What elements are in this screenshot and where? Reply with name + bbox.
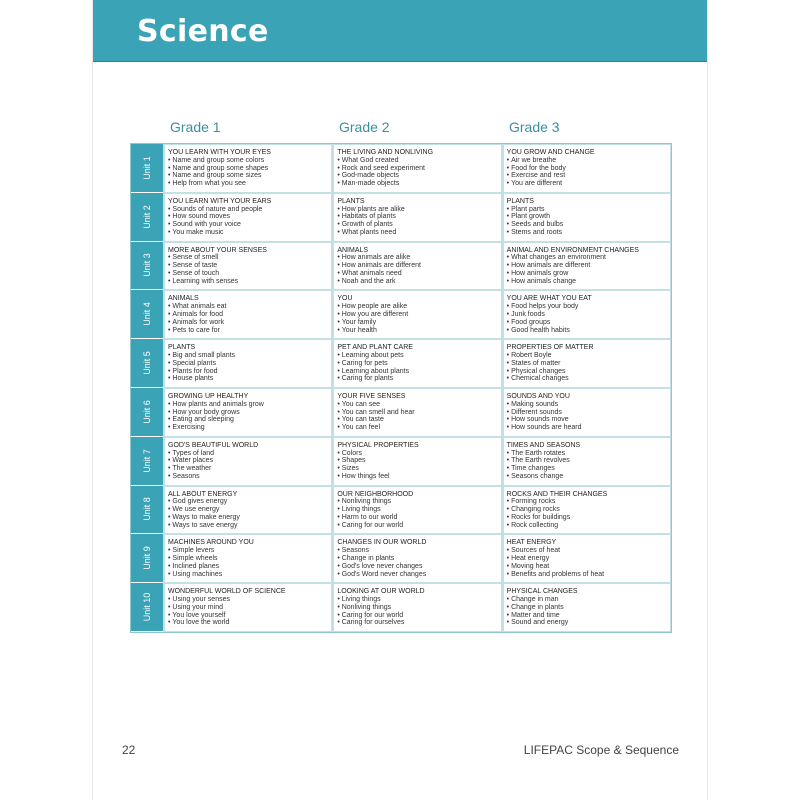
topic-item: • Ways to make energy [168, 514, 328, 522]
lesson-cell [504, 291, 670, 338]
topic-item: • Plants for food [168, 368, 328, 376]
unit-topic-title: OUR NEIGHBORHOOD [337, 490, 414, 498]
lesson-cell [334, 194, 500, 241]
unit-topic-title: PLANTS [168, 344, 196, 352]
lesson-cell [504, 194, 670, 241]
unit-label: Unit 2 [142, 204, 152, 229]
unit-topic-title: TIMES AND SEASONS [506, 441, 581, 449]
unit-topic-title: SOUNDS AND YOU [506, 392, 570, 400]
topic-item: • How things feel [337, 473, 497, 481]
lesson-cell [504, 535, 670, 582]
topic-item: • Shapes [337, 457, 497, 465]
topic-item: • Special plants [168, 360, 328, 368]
topic-item: • Caring for ourselves [337, 619, 497, 627]
topic-item: • Simple wheels [168, 555, 328, 563]
topic-item: • Benefits and problems of heat [507, 571, 667, 579]
unit-topic-title: PHYSICAL PROPERTIES [337, 441, 419, 449]
unit-topic-title: WONDERFUL WORLD OF SCIENCE [168, 588, 286, 596]
topic-item: • Sounds of nature and people [168, 206, 328, 214]
topic-item: • You can smell and hear [337, 409, 497, 417]
topic-item: • What plants need [337, 229, 497, 237]
unit-topic-title: PROPERTIES OF MATTER [506, 344, 594, 352]
topic-item: • Sound and energy [507, 619, 667, 627]
topic-item: • Habitats of plants [337, 213, 497, 221]
topic-item: • God-made objects [337, 172, 497, 180]
topic-item: • How sound moves [168, 213, 328, 221]
topic-item: • Seasons [337, 547, 497, 555]
topic-item: • The weather [168, 465, 328, 473]
topic-item: • How animals change [507, 278, 667, 286]
topic-item: • Name and group some colors [168, 157, 328, 165]
topic-item: • Inclined planes [168, 563, 328, 571]
topic-item: • Robert Boyle [507, 352, 667, 360]
lesson-cell [165, 243, 331, 290]
unit-label: Unit 5 [142, 351, 152, 375]
unit-topic-title: PHYSICAL CHANGES [506, 588, 578, 596]
topic-item: • Rocks for buildings [507, 514, 667, 522]
lesson-cell [334, 340, 500, 387]
unit-label-cell [131, 193, 163, 242]
unit-topic-title: CHANGES IN OUR WORLD [337, 539, 427, 547]
unit-topic-title: ROCKS AND THEIR CHANGES [506, 490, 608, 498]
topic-item: • You can see [337, 401, 497, 409]
topic-item: • Moving heat [507, 563, 667, 571]
topic-item: • Seasons [168, 473, 328, 481]
topic-item: • Junk foods [507, 311, 667, 319]
topic-item: • Sources of heat [507, 547, 667, 555]
topic-item: • Living things [337, 596, 497, 604]
topic-item: • How animals are different [337, 262, 497, 270]
topic-item: • Plant growth [507, 213, 667, 221]
topic-item: • How your body grows [168, 409, 328, 417]
unit-label-cell [131, 339, 163, 388]
lesson-cell [504, 389, 670, 436]
topic-item: • You can taste [337, 416, 497, 424]
unit-label: Unit 1 [142, 156, 152, 180]
section-title: Science [137, 14, 269, 49]
lesson-cell [165, 291, 331, 338]
lesson-cell [504, 145, 670, 192]
topic-item: • Your family [337, 319, 497, 327]
topic-item: • Physical changes [507, 368, 667, 376]
topic-item: • Rock and seed experiment [337, 165, 497, 173]
lesson-cell [504, 438, 670, 485]
topic-item: • Using your senses [168, 596, 328, 604]
lesson-cell [334, 535, 500, 582]
topic-item: • How plants and animals grow [168, 401, 328, 409]
topic-item: • Growth of plants [337, 221, 497, 229]
lesson-cell [334, 243, 500, 290]
topic-item: • Caring for plants [337, 375, 497, 383]
unit-label-cell [131, 144, 163, 193]
topic-item: • Animals for work [168, 319, 328, 327]
unit-topic-title: YOUR FIVE SENSES [337, 392, 406, 400]
topic-item: • Pets to care for [168, 327, 328, 335]
topic-item: • How animals are alike [337, 254, 497, 262]
topic-item: • Time changes [507, 465, 667, 473]
publication-title: LIFEPAC Scope & Sequence [523, 743, 679, 757]
unit-label: Unit 4 [142, 302, 152, 327]
topic-item: • Water places [168, 457, 328, 465]
topic-item: • Making sounds [507, 401, 667, 409]
unit-label-cell [131, 583, 163, 632]
topic-item: • What God created [337, 157, 497, 165]
topic-item: • Using machines [168, 571, 328, 579]
topic-item: • Chemical changes [507, 375, 667, 383]
lesson-cell [334, 584, 500, 631]
lesson-cell [334, 145, 500, 192]
lesson-cell [334, 487, 500, 534]
topic-item: • House plants [168, 375, 328, 383]
topic-item: • Stems and roots [507, 229, 667, 237]
topic-item: • Food helps your body [507, 303, 667, 311]
unit-topic-title: GROWING UP HEALTHY [168, 392, 249, 400]
unit-topic-title: PLANTS [506, 197, 534, 205]
grade-1-heading: Grade 1 [170, 119, 221, 135]
section-header [93, 0, 707, 61]
topic-item: • Noah and the ark [337, 278, 497, 286]
unit-label: Unit 10 [142, 592, 152, 622]
grade-2-heading: Grade 2 [339, 119, 390, 135]
topic-item: • Exercising [168, 424, 328, 432]
topic-item: • Learning about plants [337, 368, 497, 376]
lesson-cell [504, 487, 670, 534]
topic-item: • Your health [337, 327, 497, 335]
topic-item: • You love the world [168, 619, 328, 627]
topic-item: • Caring for our world [337, 612, 497, 620]
topic-item: • How animals are different [507, 262, 667, 270]
lesson-cell [165, 194, 331, 241]
lesson-cell [334, 389, 500, 436]
lesson-cell [165, 584, 331, 631]
topic-item: • Nonliving things [337, 604, 497, 612]
topic-item: • Sense of taste [168, 262, 328, 270]
lesson-cell [165, 438, 331, 485]
topic-item: • The Earth rotates [507, 450, 667, 458]
topic-item: • Animals for food [168, 311, 328, 319]
topic-item: • States of matter [507, 360, 667, 368]
unit-topic-title: YOU LEARN WITH YOUR EARS [168, 197, 272, 205]
lesson-cell [504, 243, 670, 290]
lesson-cell [165, 340, 331, 387]
unit-topic-title: MORE ABOUT YOUR SENSES [168, 246, 267, 254]
topic-item: • How plants are alike [337, 206, 497, 214]
topic-item: • Heat energy [507, 555, 667, 563]
topic-item: • Sense of touch [168, 270, 328, 278]
unit-topic-title: ANIMALS [168, 295, 199, 303]
unit-topic-title: YOU LEARN WITH YOUR EYES [168, 149, 271, 156]
topic-item: • Rock collecting [507, 522, 667, 530]
unit-label: Unit 8 [142, 497, 152, 522]
topic-item: • Learning with senses [168, 278, 328, 286]
topic-item: • Change in man [507, 596, 667, 604]
unit-topic-title: MACHINES AROUND YOU [168, 539, 254, 547]
lesson-cell [165, 535, 331, 582]
topic-item: • Simple levers [168, 547, 328, 555]
topic-item: • Living things [337, 506, 497, 514]
unit-topic-title: PET AND PLANT CARE [337, 344, 413, 352]
topic-item: • The Earth revolves [507, 457, 667, 465]
topic-item: • Plant parts [507, 206, 667, 214]
topic-item: • Big and small plants [168, 352, 328, 360]
topic-item: • Change in plants [337, 555, 497, 563]
unit-topic-title: YOU GROW AND CHANGE [506, 149, 595, 156]
topic-item: • Colors [337, 450, 497, 458]
unit-label-cell [131, 290, 163, 339]
topic-item: • How sounds are heard [507, 424, 667, 432]
topic-item: • Food for the body [507, 165, 667, 173]
topic-item: • Ways to save energy [168, 522, 328, 530]
topic-item: • How people are alike [337, 303, 497, 311]
unit-label: Unit 9 [142, 546, 152, 571]
topic-item: • Caring for our world [337, 522, 497, 530]
topic-item: • What animals need [337, 270, 497, 278]
topic-item: • Air we breathe [507, 157, 667, 165]
topic-item: • Name and group some shapes [168, 165, 328, 173]
topic-item: • How you are different [337, 311, 497, 319]
unit-topic-title: THE LIVING AND NONLIVING [337, 149, 434, 156]
unit-label: Unit 7 [142, 448, 152, 473]
topic-item: • What animals eat [168, 303, 328, 311]
topic-item: • Man-made objects [337, 180, 497, 188]
unit-topic-title: PLANTS [337, 197, 365, 205]
unit-label-cell [131, 242, 163, 291]
topic-item: • Sizes [337, 465, 497, 473]
unit-label-cell [131, 437, 163, 486]
topic-item: • Harm to our world [337, 514, 497, 522]
unit-topic-title: LOOKING AT OUR WORLD [337, 588, 425, 596]
topic-item: • You make music [168, 229, 328, 237]
topic-item: • How sounds move [507, 416, 667, 424]
topic-item: • Forming rocks [507, 498, 667, 506]
lesson-cell [334, 291, 500, 338]
topic-item: • Nonliving things [337, 498, 497, 506]
lesson-cell [165, 145, 331, 192]
topic-item: • Matter and time [507, 612, 667, 620]
page-number: 22 [122, 743, 136, 757]
topic-item: • God gives energy [168, 498, 328, 506]
unit-topic-title: ANIMAL AND ENVIRONMENT CHANGES [506, 246, 639, 254]
topic-item: • Help from what you see [168, 180, 328, 188]
unit-label-cell [131, 486, 163, 535]
topic-item: • Sense of smell [168, 254, 328, 262]
topic-item: • Caring for pets [337, 360, 497, 368]
lesson-cell [165, 389, 331, 436]
lesson-cell [504, 584, 670, 631]
topic-item: • Seeds and bulbs [507, 221, 667, 229]
topic-item: • You are different [507, 180, 667, 188]
lesson-cell [504, 340, 670, 387]
unit-label-cell [131, 534, 163, 583]
unit-topic-title: HEAT ENERGY [506, 539, 557, 547]
unit-topic-title: YOU ARE WHAT YOU EAT [506, 295, 592, 303]
header-divider [93, 61, 707, 62]
grade-3-heading: Grade 3 [509, 119, 560, 135]
topic-item: • We use energy [168, 506, 328, 514]
topic-item: • Good health habits [507, 327, 667, 335]
topic-item: • Sound with your voice [168, 221, 328, 229]
topic-item: • Food groups [507, 319, 667, 327]
unit-topic-title: GOD'S BEAUTIFUL WORLD [168, 441, 259, 449]
topic-item: • Different sounds [507, 409, 667, 417]
scope-sequence-table [130, 143, 672, 633]
unit-label: Unit 6 [142, 400, 152, 424]
document-page [93, 0, 707, 800]
topic-item: • Name and group some sizes [168, 172, 328, 180]
topic-item: • Using your mind [168, 604, 328, 612]
unit-label-cell [131, 388, 163, 437]
unit-label: Unit 3 [142, 253, 152, 278]
topic-item: • You love yourself [168, 612, 328, 620]
topic-item: • God's Word never changes [337, 571, 497, 579]
topic-item: • Changing rocks [507, 506, 667, 514]
topic-item: • What changes an environment [507, 254, 667, 262]
topic-item: • How animals grow [507, 270, 667, 278]
topic-item: • Exercise and rest [507, 172, 667, 180]
topic-item: • Types of land [168, 450, 328, 458]
topic-item: • Change in plants [507, 604, 667, 612]
unit-topic-title: YOU [337, 295, 353, 303]
unit-topic-title: ANIMALS [337, 246, 369, 254]
unit-topic-title: ALL ABOUT ENERGY [168, 490, 238, 498]
lesson-cell [334, 438, 500, 485]
topic-item: • Seasons change [507, 473, 667, 481]
topic-item: • You can feel [337, 424, 497, 432]
topic-item: • Eating and sleeping [168, 416, 328, 424]
topic-item: • Learning about pets [337, 352, 497, 360]
lesson-cell [165, 487, 331, 534]
topic-item: • God's love never changes [337, 563, 497, 571]
